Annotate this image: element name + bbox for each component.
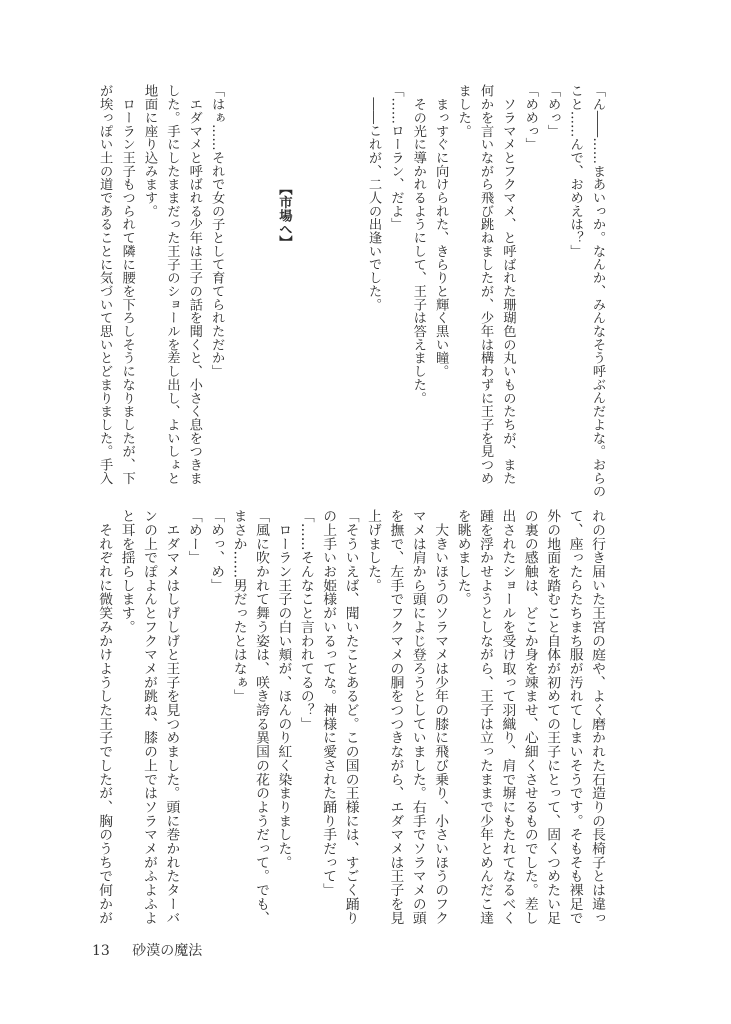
text-column: それぞれに微笑みかけようした王子でしたが、胸のうちで何かが xyxy=(96,509,113,925)
text-column: 踵を浮かせようとしながら、王子は立ったままで少年とめんだこ達 xyxy=(477,509,493,925)
text-column: の上手いお姫様がいるってな。神様に愛された踊り手だって」 xyxy=(320,509,337,897)
text-column: ソラマメとフクマメ、と呼ばれた珊瑚色の丸いものたちが、また xyxy=(500,84,516,485)
text-column: ンの上でぽよんとフクマメが跳ね、膝の上ではソラマメがふよふよ xyxy=(141,509,157,925)
text-column: 外の地面を踏むこと自体が初めての王子にとって、固くつめたい足 xyxy=(544,509,561,925)
text-column: 「はぁ……それで女の子として育てられただか」 xyxy=(209,84,225,378)
text-column: 「……そんなこと言われてるの？」 xyxy=(297,509,314,731)
text-column: こと……んで、おめえは？」 xyxy=(567,84,583,258)
text-column: 「めっ」 xyxy=(545,84,561,138)
text-column: が埃っぽい土の道であることに気づいて思いとどまりました。手入 xyxy=(97,84,113,485)
text-column: の裏の感触は、どこか身を竦ませ、心細くさせるものでした。差し xyxy=(521,509,538,925)
text-column: 「めめっ」 xyxy=(522,84,538,151)
text-column: その光に導かれるようにして、王子は答えました。 xyxy=(410,84,426,405)
text-column: 「ん――……まあいっか。なんか、みんなそう呼ぶんだよな。おらの xyxy=(590,84,605,498)
text-column: まさか……男だったとはなぁ」 xyxy=(230,509,247,703)
text-column: ました。 xyxy=(455,84,471,138)
text-column: ローラン王子の白い頬が、ほんのり紅く染まりました。 xyxy=(275,509,292,870)
page-footer xyxy=(92,940,202,960)
text-column: ローラン王子もつられて隣に腰を下ろしそうになりましたが、下 xyxy=(119,84,135,485)
text-column: れの行き届いた王宮の庭や、よく磨かれた石造りの長椅子とは違っ xyxy=(589,509,605,925)
text-column: 何かを言いながら飛び跳ねましたが、少年は構わずに王子を見つめ xyxy=(478,84,493,485)
text-column: まっすぐに向けられた、きらりと輝く黒い瞳。 xyxy=(433,84,449,378)
text-column: 地面に座り込みます。 xyxy=(142,84,157,218)
text-column: 「めー」 xyxy=(185,509,202,565)
text-column: と耳を揺らします。 xyxy=(118,509,135,634)
text-column: て、座ったらたちまち服が汚れてしまいそうです。そもそも裸足で xyxy=(566,509,583,925)
text-column: 「風に吹かれて舞う姿は、咲き誇る異国の花のようだって。でも、 xyxy=(253,509,269,925)
text-column: 出されたショールを受け取って羽織り、肩で塀にもたれてなるべく xyxy=(499,509,516,925)
text-column: エダマメと呼ばれる少年は王子の話を聞くと、小さく息をつきま xyxy=(186,84,202,485)
text-column: ――これが、二人の出逢いでした。 xyxy=(366,84,381,311)
text-column: 「……ローラン、だよ」 xyxy=(388,84,404,231)
text-column: 「めっ、め」 xyxy=(208,509,225,593)
text-column: 上げました。 xyxy=(365,509,381,593)
text-block-upper xyxy=(0,84,731,498)
text-column: 大きいほうのソラマメは少年の膝に飛び乗り、小さいほうのフク xyxy=(432,509,449,925)
text-column: 「そういえば、聞いたことあるど。この国の王様には、すごく踊り xyxy=(342,509,359,925)
text-column: マメは肩から頭によじ登ろうとしていました。右手でソラマメの頭 xyxy=(409,509,426,925)
text-column: を眺めました。 xyxy=(454,509,471,606)
text-block-lower xyxy=(0,509,731,929)
text-column: を撫で、左手でフクマメの胴をつつきながら、エダマメは王子を見 xyxy=(387,509,404,925)
running-title: 砂漠の魔法 xyxy=(132,943,203,959)
page-number: 13 xyxy=(92,943,110,959)
text-column: した。手にしたままだった王子のショールを差し出し、よいしょと xyxy=(164,84,180,485)
section-heading: 【市場へ】 xyxy=(276,182,292,249)
text-column: エダマメはしげしげと王子を見つめました。頭に巻かれたターバ xyxy=(163,509,180,925)
